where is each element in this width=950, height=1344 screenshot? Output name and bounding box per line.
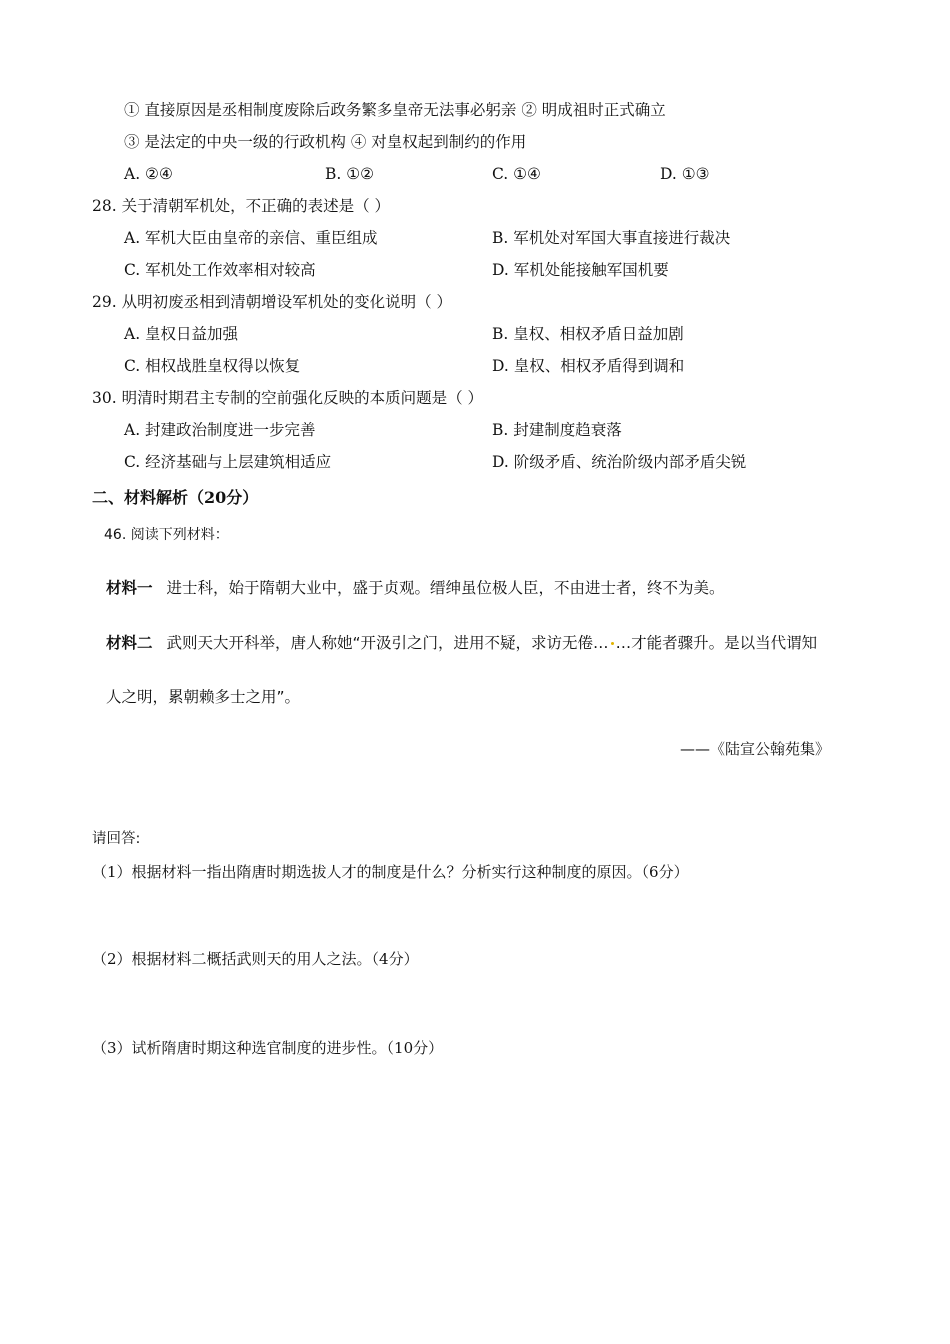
material-2-text-b: …才能者骤升。是以当代谓知	[615, 634, 818, 652]
q27-option-d: D. ①③	[660, 165, 710, 183]
q28-option-a: A. 军机大臣由皇帝的亲信、重臣组成	[124, 229, 378, 247]
q30-option-d: D. 阶级矛盾、统治阶级内部矛盾尖锐	[492, 453, 747, 471]
sub-question-1: （1）根据材料一指出隋唐时期选拔人才的制度是什么？分析实行这种制度的原因。（6分）	[92, 863, 689, 881]
q30-stem: 30. 明清时期君主专制的空前强化反映的本质问题是（ ）	[92, 389, 484, 407]
q29-stem: 29. 从明初废丞相到清朝增设军机处的变化说明（ ）	[92, 293, 453, 311]
material-source: ——《陆宣公翰苑集》	[680, 740, 831, 758]
q30-option-a: A. 封建政治制度进一步完善	[124, 421, 316, 439]
material-2-continued: 人之明，累朝赖多士之用”。	[106, 688, 301, 706]
q30-option-c: C. 经济基础与上层建筑相适应	[124, 453, 332, 471]
q28-option-d: D. 军机处能接触军国机要	[492, 261, 669, 279]
dot-mark	[611, 642, 614, 645]
q27-option-c: C. ①④	[492, 165, 541, 183]
section-heading: 二、材料解析（20分）	[92, 488, 259, 507]
q28-stem: 28. 关于清朝军机处，不正确的表述是（ ）	[92, 197, 391, 215]
material-1-label: 材料一	[106, 579, 153, 597]
q29-option-b: B. 皇权、相权矛盾日益加剧	[492, 325, 684, 343]
q28-option-c: C. 军机处工作效率相对较高	[124, 261, 316, 279]
material-2	[106, 632, 817, 654]
material-2-label: 材料二	[106, 634, 153, 652]
q46-intro: 46. 阅读下列材料：	[104, 527, 229, 543]
q27-statement-line-1: ① 直接原因是丞相制度废除后政务繁多皇帝无法事必躬亲 ② 明成祖时正式确立	[124, 101, 666, 119]
q28-option-b: B. 军机处对军国大事直接进行裁决	[492, 229, 731, 247]
q27-option-a: A. ②④	[124, 165, 173, 183]
sub-question-2: （2）根据材料二概括武则天的用人之法。（4分）	[92, 950, 419, 968]
material-1	[106, 577, 725, 599]
q27-statement-line-2: ③ 是法定的中央一级的行政机构 ④ 对皇权起到制约的作用	[124, 133, 527, 151]
q30-option-b: B. 封建制度趋衰落	[492, 421, 622, 439]
material-2-text-a: 武则天大开科举，唐人称她“开汲引之门，进用不疑，求访无倦…	[166, 634, 609, 652]
q29-option-c: C. 相权战胜皇权得以恢复	[124, 357, 301, 375]
q29-option-a: A. 皇权日益加强	[124, 325, 239, 343]
material-1-text: 进士科，始于隋朝大业中，盛于贞观。缙绅虽位极人臣，不由进士者，终不为美。	[166, 579, 725, 597]
q29-option-d: D. 皇权、相权矛盾得到调和	[492, 357, 685, 375]
sub-question-3: （3）试析隋唐时期这种选官制度的进步性。（10分）	[92, 1039, 444, 1057]
answer-prompt: 请回答:	[92, 831, 141, 847]
q27-option-b: B. ①②	[325, 165, 375, 183]
